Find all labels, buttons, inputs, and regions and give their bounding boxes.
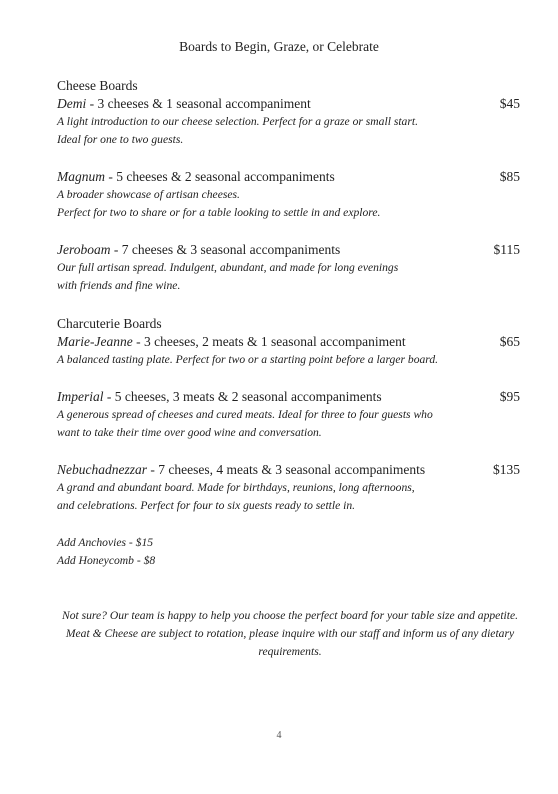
item-description-line: and celebrations. Perfect for four to six guests ready to settle in. — [57, 499, 356, 512]
item-heading — [57, 461, 520, 479]
menu-item-demi — [57, 95, 520, 149]
item-contents: 3 cheeses, 2 meats & 1 seasonal accompaniment — [143, 334, 406, 349]
item-separator: - — [132, 334, 144, 349]
item-separator: - — [86, 96, 98, 111]
item-description-line: A broader showcase of artisan cheeses. — [57, 188, 240, 201]
addons-list — [57, 534, 155, 570]
section-title-charcuterie-boards: Charcuterie Boards — [57, 316, 162, 331]
item-separator: - — [110, 242, 122, 257]
page-number: 4 — [276, 730, 282, 741]
item-description-line: want to take their time over good wine and conversation. — [57, 426, 322, 439]
item-description-line: A balanced tasting plate. Perfect for two or a starting point before a larger board. — [57, 353, 439, 366]
item-name: Magnum — [57, 169, 105, 184]
item-name: Imperial — [57, 389, 104, 404]
item-description-line: Our full artisan spread. Indulgent, abundant, and made for long evenings — [57, 261, 399, 274]
item-price: $45 — [499, 96, 520, 111]
footer-note-line: Meat & Cheese are subject to rotation, please inquire with our staff and inform us of any dietary — [65, 627, 515, 640]
menu-item-marie-jeanne — [57, 333, 520, 369]
footer-note-line: Not sure? Our team is happy to help you choose the perfect board for your table size and appetite. — [61, 609, 519, 622]
menu-item-imperial — [57, 388, 520, 442]
item-contents: 7 cheeses & 3 seasonal accompaniments — [121, 242, 341, 257]
item-price: $65 — [499, 334, 520, 349]
item-description-line: with friends and fine wine. — [57, 279, 181, 292]
item-description-line: Ideal for one to two guests. — [57, 133, 184, 146]
section-title-cheese-boards: Cheese Boards — [57, 78, 138, 93]
item-price: $135 — [493, 462, 520, 477]
item-contents: 3 cheeses & 1 seasonal accompaniment — [97, 96, 311, 111]
item-name: Marie-Jeanne — [57, 334, 133, 349]
item-heading — [57, 241, 520, 259]
menu-item-nebuchadnezzar — [57, 461, 520, 515]
item-description-line: A generous spread of cheeses and cured meats. Ideal for three to four guests who — [57, 408, 433, 421]
item-contents: 5 cheeses, 3 meats & 2 seasonal accompaniments — [114, 389, 382, 404]
item-separator: - — [105, 169, 117, 184]
item-name: Nebuchadnezzar — [57, 462, 147, 477]
item-description-line: Perfect for two to share or for a table looking to settle in and explore. — [57, 206, 381, 219]
item-price: $85 — [499, 169, 520, 184]
item-description-line: A light introduction to our cheese selection. Perfect for a graze or small start. — [57, 115, 418, 128]
item-name: Jeroboam — [57, 242, 111, 257]
page-title: Boards to Begin, Graze, or Celebrate — [179, 39, 379, 54]
addon-item: Add Honeycomb - $8 — [57, 554, 156, 567]
item-heading — [57, 168, 520, 186]
item-heading — [57, 388, 520, 406]
item-separator: - — [103, 389, 115, 404]
item-heading — [57, 333, 520, 351]
item-contents: 5 cheeses & 2 seasonal accompaniments — [116, 169, 335, 184]
footer-note-line: requirements. — [258, 645, 322, 658]
item-name: Demi — [57, 96, 87, 111]
item-heading — [57, 95, 520, 113]
item-separator: - — [147, 462, 159, 477]
item-price: $115 — [493, 242, 520, 257]
item-contents: 7 cheeses, 4 meats & 3 seasonal accompaniments — [158, 462, 426, 477]
item-price: $95 — [499, 389, 520, 404]
menu-item-magnum — [57, 168, 520, 222]
addon-item: Add Anchovies - $15 — [57, 536, 154, 549]
item-description-line: A grand and abundant board. Made for birthdays, reunions, long afternoons, — [57, 481, 415, 494]
footer-note — [40, 607, 540, 661]
menu-item-jeroboam — [57, 241, 520, 295]
